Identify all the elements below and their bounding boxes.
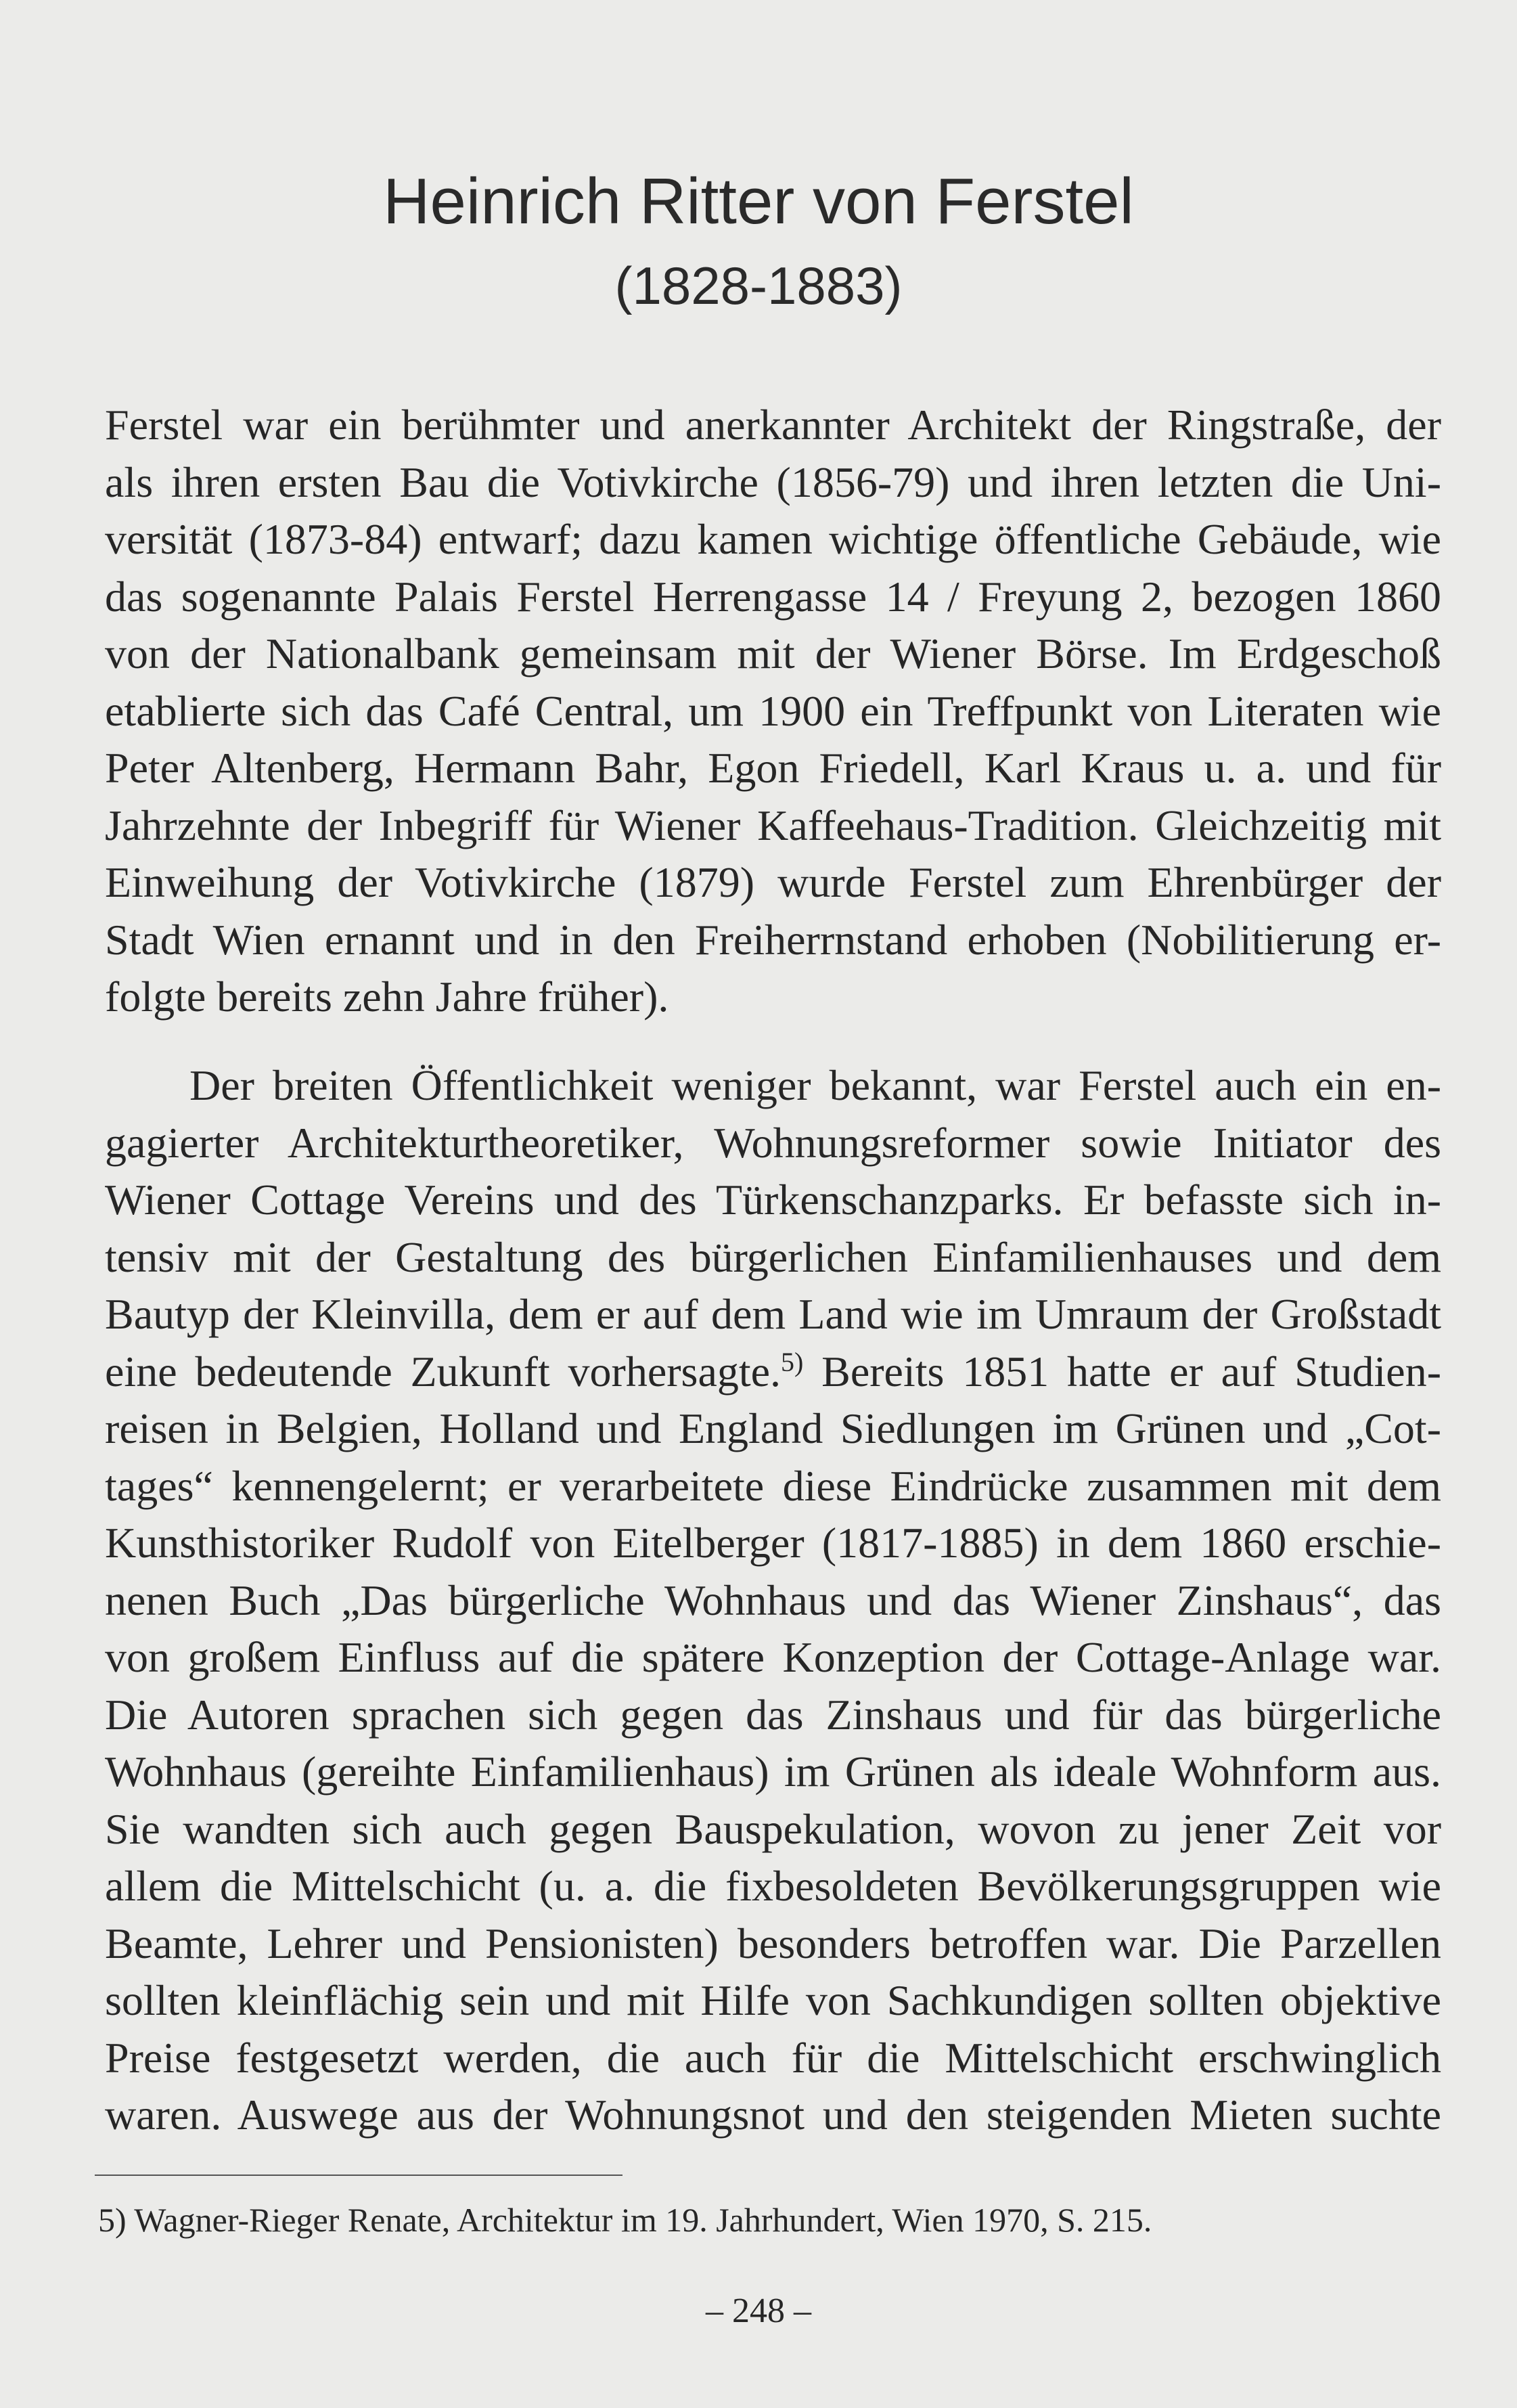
page-title: Heinrich Ritter von Ferstel	[383, 165, 1134, 238]
text-line: Stadt Wien ernannt und in den Freiherrnstand erhoben (Nobilitierung er-	[105, 915, 1441, 964]
text-fragment: eine bedeutende Zukunft vorhersagte.	[105, 1347, 782, 1396]
text-line: versität (1873-84) entwarf; dazu kamen wichtige öffentliche Gebäude, wie	[105, 515, 1441, 563]
text-line: Die Autoren sprachen sich gegen das Zinshaus und für das bürgerliche	[105, 1690, 1441, 1739]
text-line: Kunsthistoriker Rudolf von Eitelberger (1817-1885) in dem 1860 erschie-	[105, 1519, 1441, 1567]
text-line: von großem Einfluss auf die spätere Konzeption der Cottage-Anlage war.	[105, 1633, 1441, 1681]
text-line: tensiv mit der Gestaltung des bürgerlichen Einfamilienhauses und dem	[105, 1232, 1441, 1281]
text-line: gagierter Architekturtheoretiker, Wohnungsreformer sowie Initiator des	[105, 1118, 1441, 1167]
text-line: reisen in Belgien, Holland und England Siedlungen im Grünen und „Cot-	[105, 1404, 1441, 1452]
page-number: – 248 –	[706, 2292, 811, 2330]
text-line: waren. Auswege aus der Wohnungsnot und den steigenden Mieten suchte	[105, 2091, 1441, 2139]
text-line: das sogenannte Palais Ferstel Herrengasse 14 / Freyung 2, bezogen 1860	[105, 572, 1441, 621]
text-line: Peter Altenberg, Hermann Bahr, Egon Friedell, Karl Kraus u. a. und für	[105, 744, 1441, 792]
text-line: nenen Buch „Das bürgerliche Wohnhaus und das Wiener Zinshaus“, das	[105, 1576, 1441, 1624]
text-line: von der Nationalbank gemeinsam mit der Wiener Börse. Im Erdgeschoß	[105, 629, 1441, 677]
text-line: Wiener Cottage Vereins und des Türkenschanzparks. Er befasste sich in-	[105, 1176, 1441, 1224]
life-years: (1828-1883)	[614, 256, 903, 315]
text-line: als ihren ersten Bau die Votivkirche (1856-79) und ihren letzten die Uni-	[105, 458, 1441, 506]
text-fragment: Bereits 1851 hatte er auf Studien-	[803, 1347, 1441, 1396]
text-line: Ferstel war ein berühmter und anerkannter Architekt der Ringstraße, der	[105, 401, 1441, 449]
text-line: etablierte sich das Café Central, um 1900 ein Treffpunkt von Literaten wie	[105, 686, 1441, 735]
text-line: Beamte, Lehrer und Pensionisten) besonders betroffen war. Die Parzellen	[105, 1919, 1441, 1967]
paragraph-1	[105, 397, 1441, 1026]
text-line: sollten kleinflächig sein und mit Hilfe von Sachkundigen sollten objektive	[105, 1976, 1441, 2024]
text-line: Preise festgesetzt werden, die auch für die Mittelschicht erschwinglich	[105, 2033, 1441, 2082]
text-line: Wohnhaus (gereihte Einfamilienhaus) im Grünen als ideale Wohnform aus.	[105, 1747, 1441, 1796]
text-line-with-footnote	[105, 1343, 1441, 1401]
paragraph-2	[105, 1057, 1441, 2144]
footnote-divider	[95, 2175, 622, 2176]
text-line: Bautyp der Kleinvilla, dem er auf dem Land wie im Umraum der Großstadt	[105, 1290, 1441, 1338]
text-line: folgte bereits zehn Jahre früher).	[105, 973, 669, 1021]
text-line: Jahrzehnte der Inbegriff für Wiener Kaffeehaus-Tradition. Gleichzeitig mit	[105, 801, 1441, 849]
footnote-reference[interactable]: 5)	[781, 1346, 804, 1377]
footnote-5: 5) Wagner-Rieger Renate, Architektur im 19. Jahrhundert, Wien 1970, S. 215.	[98, 2201, 1152, 2239]
text-line: Der breiten Öffentlichkeit weniger bekannt, war Ferstel auch ein en-	[189, 1061, 1441, 1109]
text-line: tages“ kennengelernt; er verarbeitete diese Eindrücke zusammen mit dem	[105, 1461, 1441, 1510]
text-line: Sie wandten sich auch gegen Bauspekulation, wovon zu jener Zeit vor	[105, 1804, 1441, 1853]
text-line: Einweihung der Votivkirche (1879) wurde Ferstel zum Ehrenbürger der	[105, 858, 1441, 906]
text-line: allem die Mittelschicht (u. a. die fixbesoldeten Bevölkerungsgruppen wie	[105, 1862, 1441, 1910]
